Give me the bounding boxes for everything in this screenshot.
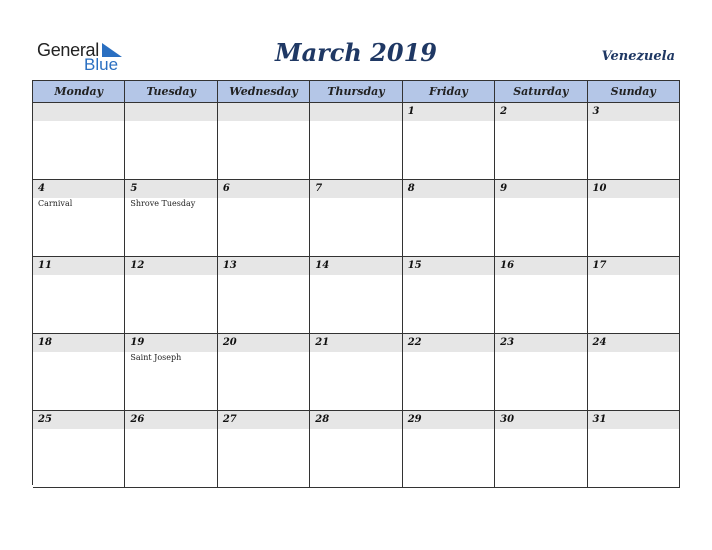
day-cell[interactable] bbox=[403, 334, 495, 411]
day-cell[interactable] bbox=[33, 103, 125, 180]
day-cell[interactable] bbox=[125, 103, 217, 180]
day-cell[interactable] bbox=[588, 334, 680, 411]
day-cell[interactable] bbox=[495, 411, 587, 488]
day-cell[interactable] bbox=[588, 257, 680, 334]
week-row bbox=[33, 103, 680, 180]
day-cell[interactable] bbox=[588, 411, 680, 488]
day-number: 1 bbox=[407, 106, 415, 117]
day-number: 23 bbox=[500, 337, 515, 348]
day-cell[interactable] bbox=[218, 180, 310, 257]
week-row bbox=[33, 257, 680, 334]
holiday-label: Saint Joseph bbox=[130, 353, 182, 362]
day-number: 2 bbox=[500, 106, 508, 117]
day-number: 8 bbox=[407, 183, 415, 194]
day-cell[interactable] bbox=[403, 103, 495, 180]
country-label: Venezuela bbox=[601, 49, 675, 64]
day-number: 31 bbox=[592, 414, 607, 425]
weekday-sunday: Sunday bbox=[588, 81, 680, 103]
weekday-thursday: Thursday bbox=[310, 81, 402, 103]
holiday-label: Carnival bbox=[38, 199, 73, 208]
day-cell[interactable] bbox=[403, 257, 495, 334]
holiday-label: Shrove Tuesday bbox=[130, 199, 196, 208]
day-number-band bbox=[403, 180, 494, 198]
week-row bbox=[33, 180, 680, 257]
day-number: 29 bbox=[407, 414, 422, 425]
day-number-band bbox=[310, 180, 401, 198]
day-number: 21 bbox=[315, 337, 330, 348]
day-number-band bbox=[310, 103, 401, 121]
day-number: 28 bbox=[315, 414, 330, 425]
day-number-band bbox=[218, 103, 309, 121]
day-number: 16 bbox=[500, 260, 515, 271]
day-cell[interactable] bbox=[218, 103, 310, 180]
day-cell[interactable] bbox=[495, 180, 587, 257]
day-number: 10 bbox=[592, 183, 607, 194]
day-number-band bbox=[218, 180, 309, 198]
day-number: 18 bbox=[38, 337, 52, 348]
day-number-band bbox=[495, 103, 586, 121]
day-number: 30 bbox=[500, 414, 515, 425]
day-cell[interactable] bbox=[588, 180, 680, 257]
day-number-band bbox=[125, 180, 216, 198]
day-cell[interactable] bbox=[218, 257, 310, 334]
weekday-monday: Monday bbox=[33, 81, 125, 103]
day-cell[interactable] bbox=[495, 334, 587, 411]
weekday-saturday: Saturday bbox=[495, 81, 587, 103]
weekday-tuesday: Tuesday bbox=[125, 81, 217, 103]
day-number: 27 bbox=[222, 414, 237, 425]
day-cell[interactable] bbox=[33, 411, 125, 488]
day-cell[interactable] bbox=[33, 180, 125, 257]
day-number: 24 bbox=[592, 337, 607, 348]
weekday-wednesday: Wednesday bbox=[218, 81, 310, 103]
day-cell[interactable] bbox=[495, 103, 587, 180]
day-number: 14 bbox=[315, 260, 330, 271]
day-number: 15 bbox=[407, 260, 422, 271]
logo-text-general: General bbox=[37, 40, 99, 60]
day-number-band bbox=[403, 103, 494, 121]
day-number: 7 bbox=[315, 183, 323, 194]
weekday-friday: Friday bbox=[403, 81, 495, 103]
week-row bbox=[33, 411, 680, 488]
day-number: 17 bbox=[592, 260, 607, 271]
day-number: 9 bbox=[500, 183, 508, 194]
logo-text-blue: Blue bbox=[84, 55, 119, 74]
day-number: 12 bbox=[130, 260, 145, 271]
day-number: 5 bbox=[130, 183, 138, 194]
day-cell[interactable] bbox=[125, 334, 217, 411]
day-number-band bbox=[495, 180, 586, 198]
day-cell[interactable] bbox=[310, 334, 402, 411]
day-number-band bbox=[125, 103, 216, 121]
day-cell[interactable] bbox=[310, 411, 402, 488]
day-number: 13 bbox=[222, 260, 237, 271]
day-number: 22 bbox=[407, 337, 422, 348]
day-number: 4 bbox=[38, 183, 45, 194]
week-row bbox=[33, 334, 680, 411]
day-number: 20 bbox=[222, 337, 237, 348]
day-number-band bbox=[33, 103, 124, 121]
day-number: 26 bbox=[130, 414, 145, 425]
day-number: 19 bbox=[130, 337, 145, 348]
day-cell[interactable] bbox=[218, 334, 310, 411]
day-cell[interactable] bbox=[495, 257, 587, 334]
weeks-container bbox=[33, 103, 680, 488]
calendar-grid bbox=[32, 80, 680, 485]
day-cell[interactable] bbox=[403, 180, 495, 257]
day-number: 25 bbox=[38, 414, 52, 425]
day-cell[interactable] bbox=[125, 180, 217, 257]
day-number: 3 bbox=[592, 106, 600, 117]
weekday-header-row bbox=[33, 81, 680, 103]
day-number: 6 bbox=[222, 183, 230, 194]
day-cell[interactable] bbox=[125, 257, 217, 334]
day-number-band bbox=[588, 103, 679, 121]
day-cell[interactable] bbox=[403, 411, 495, 488]
calendar-title: March 2019 bbox=[275, 38, 437, 67]
day-cell[interactable] bbox=[33, 334, 125, 411]
day-cell[interactable] bbox=[218, 411, 310, 488]
day-number: 11 bbox=[38, 260, 52, 271]
day-cell[interactable] bbox=[310, 103, 402, 180]
day-cell[interactable] bbox=[310, 180, 402, 257]
day-cell[interactable] bbox=[125, 411, 217, 488]
day-cell[interactable] bbox=[310, 257, 402, 334]
day-number-band bbox=[33, 180, 124, 198]
day-cell[interactable] bbox=[588, 103, 680, 180]
day-cell[interactable] bbox=[33, 257, 125, 334]
